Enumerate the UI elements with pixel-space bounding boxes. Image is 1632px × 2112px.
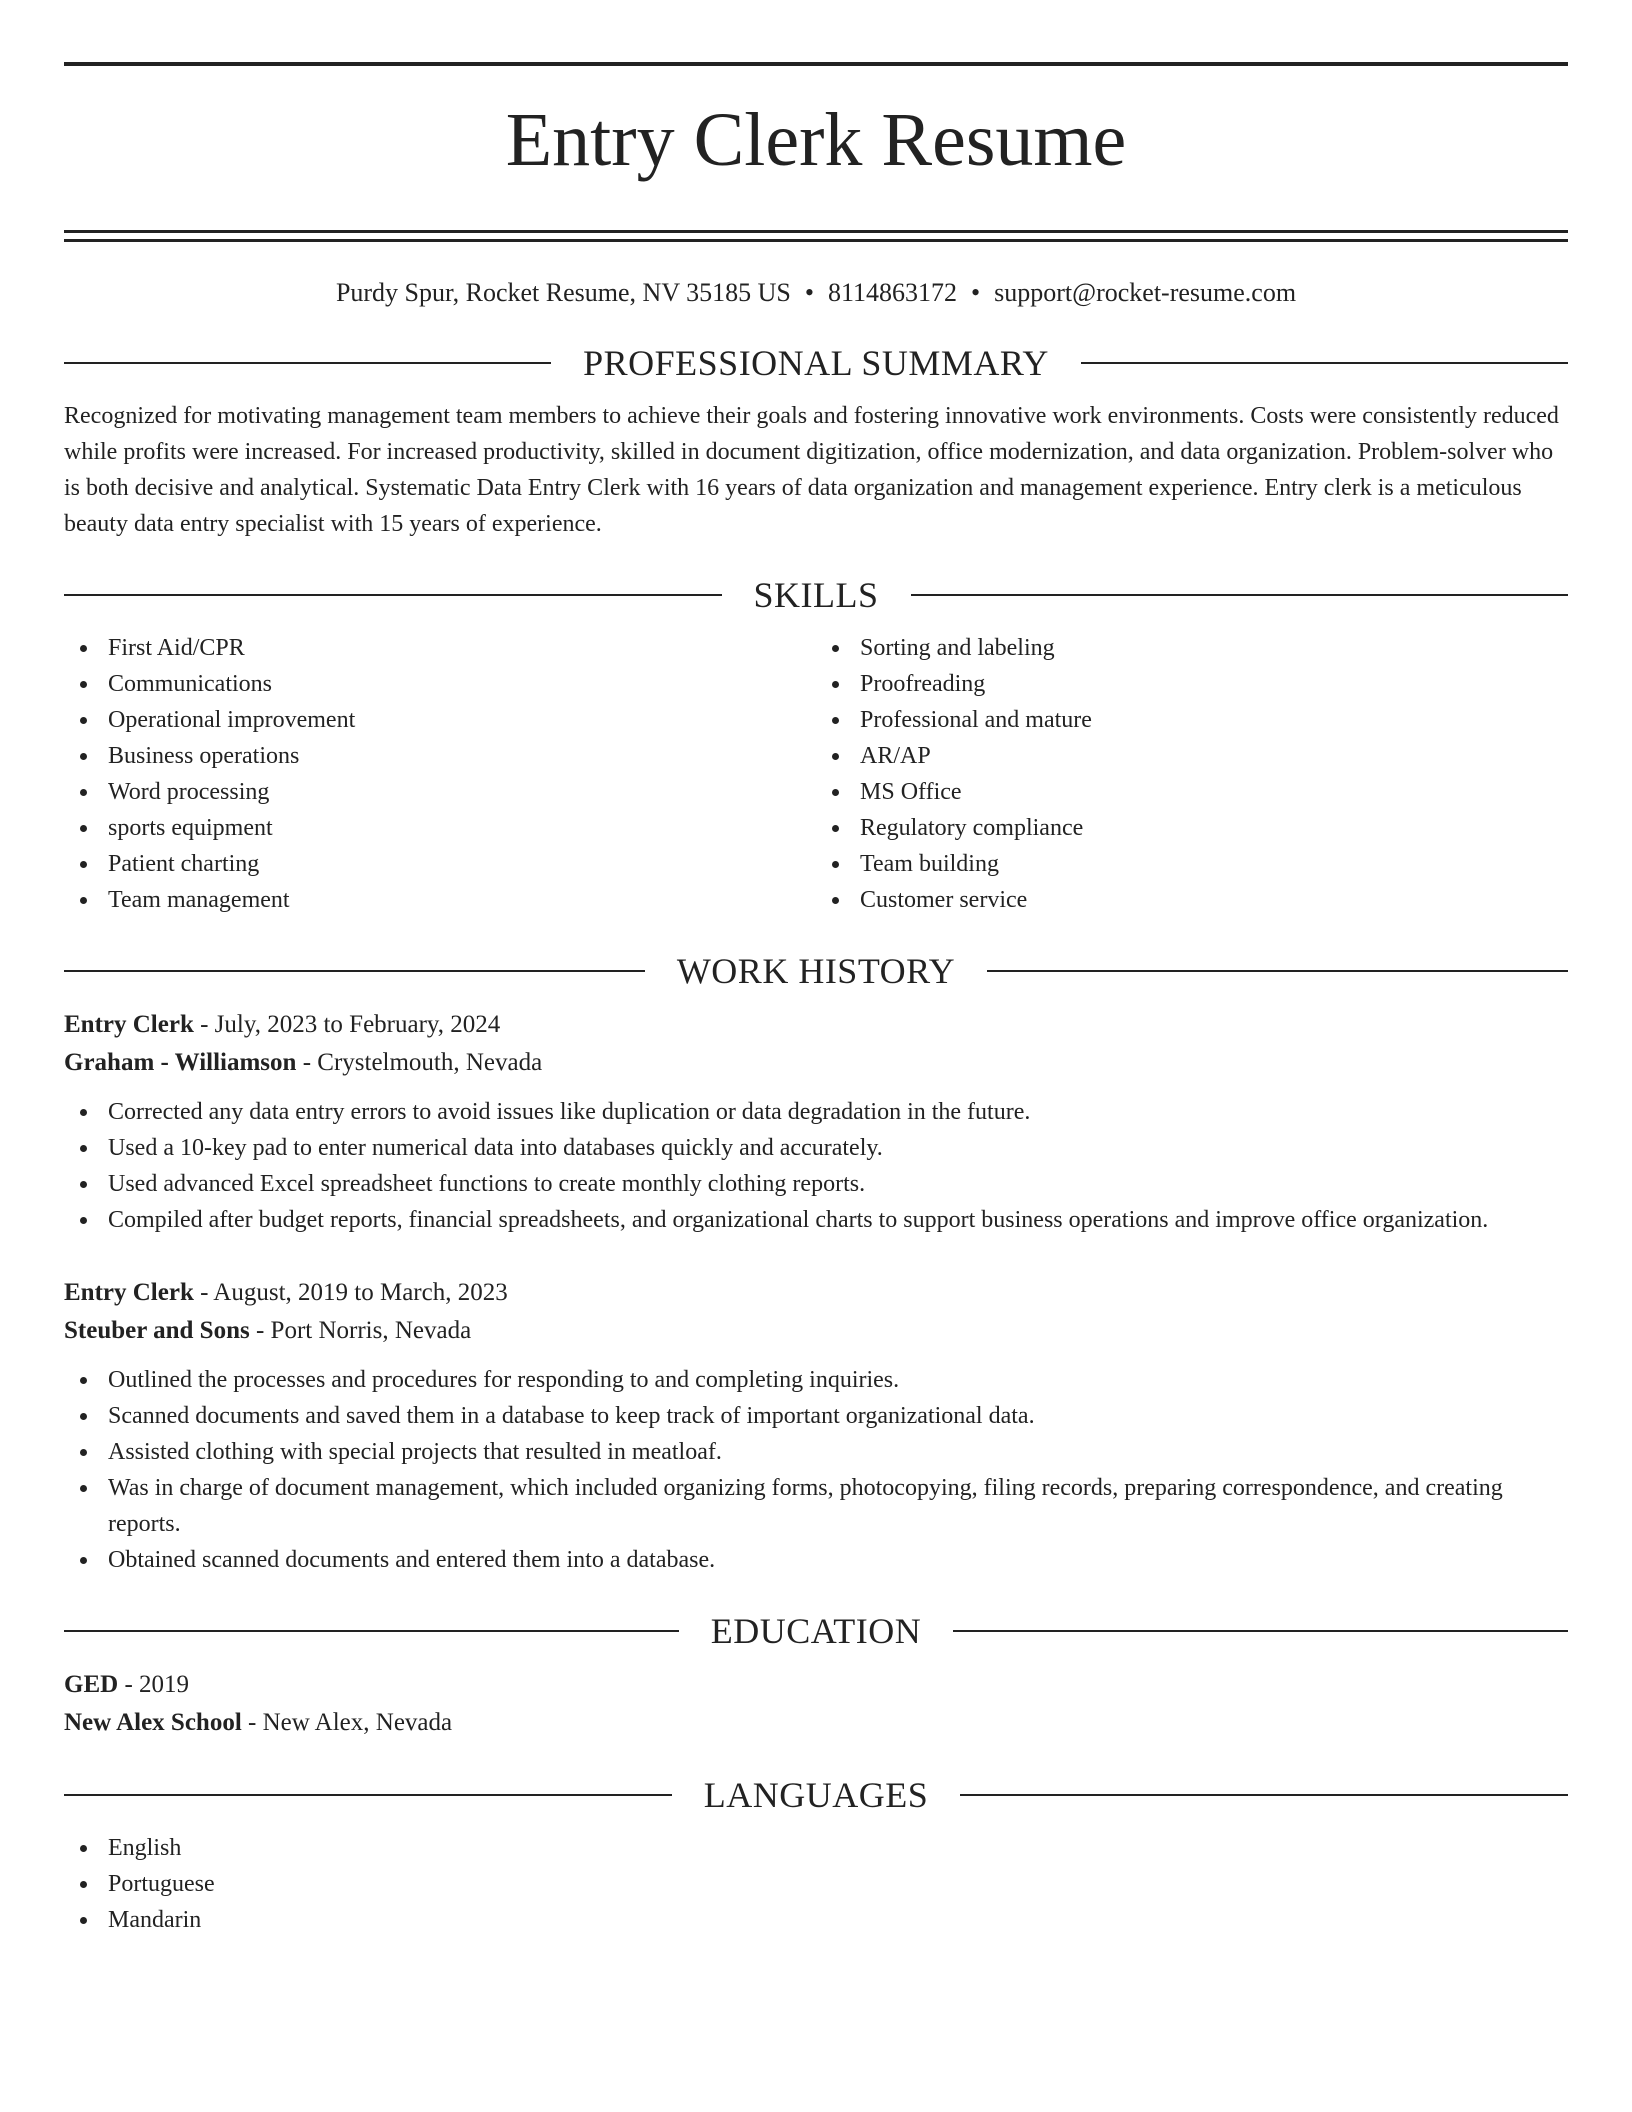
job-dates: - August, 2019 to March, 2023 bbox=[193, 1279, 508, 1306]
job-bullet: Assisted clothing with special projects that resulted in meatloaf. bbox=[64, 1434, 1568, 1470]
skill-item: First Aid/CPR bbox=[64, 630, 816, 666]
heading-rule-right bbox=[960, 1794, 1568, 1796]
heading-rule-right bbox=[987, 970, 1568, 972]
skill-item: Customer service bbox=[816, 882, 1568, 918]
job-company: Steuber and Sons bbox=[64, 1317, 250, 1344]
skills-heading bbox=[64, 572, 1568, 618]
job-company: Graham - Williamson bbox=[64, 1049, 297, 1076]
job-entry bbox=[64, 1274, 1568, 1578]
resume-title: Entry Clerk Resume bbox=[505, 98, 1127, 182]
job-title: Entry Clerk bbox=[64, 1279, 194, 1306]
education-year: - 2019 bbox=[118, 1671, 190, 1698]
contact-phone: 8114863172 bbox=[827, 278, 958, 307]
education-location: - New Alex, Nevada bbox=[241, 1709, 453, 1736]
job-title-line bbox=[64, 1274, 1568, 1312]
skills-columns bbox=[64, 630, 1568, 918]
summary-heading bbox=[64, 340, 1568, 386]
skills-list-right bbox=[816, 630, 1568, 918]
skill-item: Word processing bbox=[64, 774, 816, 810]
job-bullets bbox=[64, 1362, 1568, 1578]
languages-heading-label: LANGUAGES bbox=[703, 1775, 929, 1815]
heading-rule-left bbox=[64, 1630, 679, 1632]
languages-heading bbox=[64, 1772, 1568, 1818]
job-bullet: Scanned documents and saved them in a database to keep track of important organizational data. bbox=[64, 1398, 1568, 1434]
contact-address: Purdy Spur, Rocket Resume, NV 35185 US bbox=[335, 278, 791, 307]
skill-item: Team management bbox=[64, 882, 816, 918]
job-company-line bbox=[64, 1312, 1568, 1350]
job-bullet: Compiled after budget reports, financial spreadsheets, and organizational charts to support business operations and improve office organization. bbox=[64, 1202, 1568, 1238]
summary-text: Recognized for motivating management team members to achieve their goals and fostering innovative work environments. Costs were consistently reduced while profits were increased. For increased productivity, skilled in document digitization, office modernization, and data organization. Problem-solver who is both decisive and analytical. Systematic Data Entry Clerk with 16 years of data organization and management experience. Entry clerk is a meticulous beauty data entry specialist with 15 years of experience. bbox=[64, 403, 1559, 537]
skills-list-left bbox=[64, 630, 816, 918]
job-bullet: Used a 10-key pad to enter numerical data into databases quickly and accurately. bbox=[64, 1130, 1568, 1166]
education-heading bbox=[64, 1608, 1568, 1654]
education-school: New Alex School bbox=[64, 1709, 242, 1736]
contact-line bbox=[64, 276, 1568, 310]
job-bullet: Corrected any data entry errors to avoid issues like duplication or data degradation in the future. bbox=[64, 1094, 1568, 1130]
skill-item: Patient charting bbox=[64, 846, 816, 882]
contact-separator: • bbox=[804, 278, 814, 307]
heading-rule-right bbox=[1081, 362, 1568, 364]
job-title-line bbox=[64, 1006, 1568, 1044]
education-school-line bbox=[64, 1704, 1568, 1742]
job-bullet: Used advanced Excel spreadsheet functions to create monthly clothing reports. bbox=[64, 1166, 1568, 1202]
top-rule bbox=[64, 62, 1568, 66]
job-title: Entry Clerk bbox=[64, 1011, 194, 1038]
languages-list bbox=[64, 1830, 1568, 1938]
skill-item: Regulatory compliance bbox=[816, 810, 1568, 846]
language-item: Portuguese bbox=[64, 1866, 1568, 1902]
job-location: - Crystelmouth, Nevada bbox=[296, 1049, 543, 1076]
contact-separator: • bbox=[971, 278, 981, 307]
job-entry bbox=[64, 1006, 1568, 1238]
education-heading-label: EDUCATION bbox=[710, 1611, 922, 1651]
work-heading-label: WORK HISTORY bbox=[676, 951, 956, 991]
job-location: - Port Norris, Nevada bbox=[249, 1317, 472, 1344]
title-double-rule bbox=[64, 230, 1568, 242]
heading-rule-left bbox=[64, 1794, 672, 1796]
language-item: Mandarin bbox=[64, 1902, 1568, 1938]
heading-rule-left bbox=[64, 970, 645, 972]
job-dates: - July, 2023 to February, 2024 bbox=[193, 1011, 501, 1038]
skill-item: Business operations bbox=[64, 738, 816, 774]
education-entry bbox=[64, 1666, 1568, 1742]
job-bullet: Outlined the processes and procedures for responding to and completing inquiries. bbox=[64, 1362, 1568, 1398]
skills-heading-label: SKILLS bbox=[753, 575, 879, 615]
education-degree-line bbox=[64, 1666, 1568, 1704]
skill-item: Professional and mature bbox=[816, 702, 1568, 738]
skill-item: Communications bbox=[64, 666, 816, 702]
contact-email: support@rocket-resume.com bbox=[994, 278, 1297, 307]
job-bullets bbox=[64, 1094, 1568, 1238]
education-degree: GED bbox=[64, 1671, 119, 1698]
skill-item: Team building bbox=[816, 846, 1568, 882]
summary-heading-label: PROFESSIONAL SUMMARY bbox=[583, 343, 1049, 383]
skill-item: AR/AP bbox=[816, 738, 1568, 774]
skill-item: Proofreading bbox=[816, 666, 1568, 702]
heading-rule-right bbox=[911, 594, 1569, 596]
heading-rule-right bbox=[953, 1630, 1568, 1632]
job-bullet: Obtained scanned documents and entered them into a database. bbox=[64, 1542, 1568, 1578]
job-company-line bbox=[64, 1044, 1568, 1082]
job-bullet: Was in charge of document management, which included organizing forms, photocopying, filing records, preparing correspondence, and creating reports. bbox=[64, 1470, 1568, 1542]
language-item: English bbox=[64, 1830, 1568, 1866]
skill-item: sports equipment bbox=[64, 810, 816, 846]
skill-item: Operational improvement bbox=[64, 702, 816, 738]
work-heading bbox=[64, 948, 1568, 994]
skill-item: Sorting and labeling bbox=[816, 630, 1568, 666]
skill-item: MS Office bbox=[816, 774, 1568, 810]
heading-rule-left bbox=[64, 594, 722, 596]
heading-rule-left bbox=[64, 362, 551, 364]
